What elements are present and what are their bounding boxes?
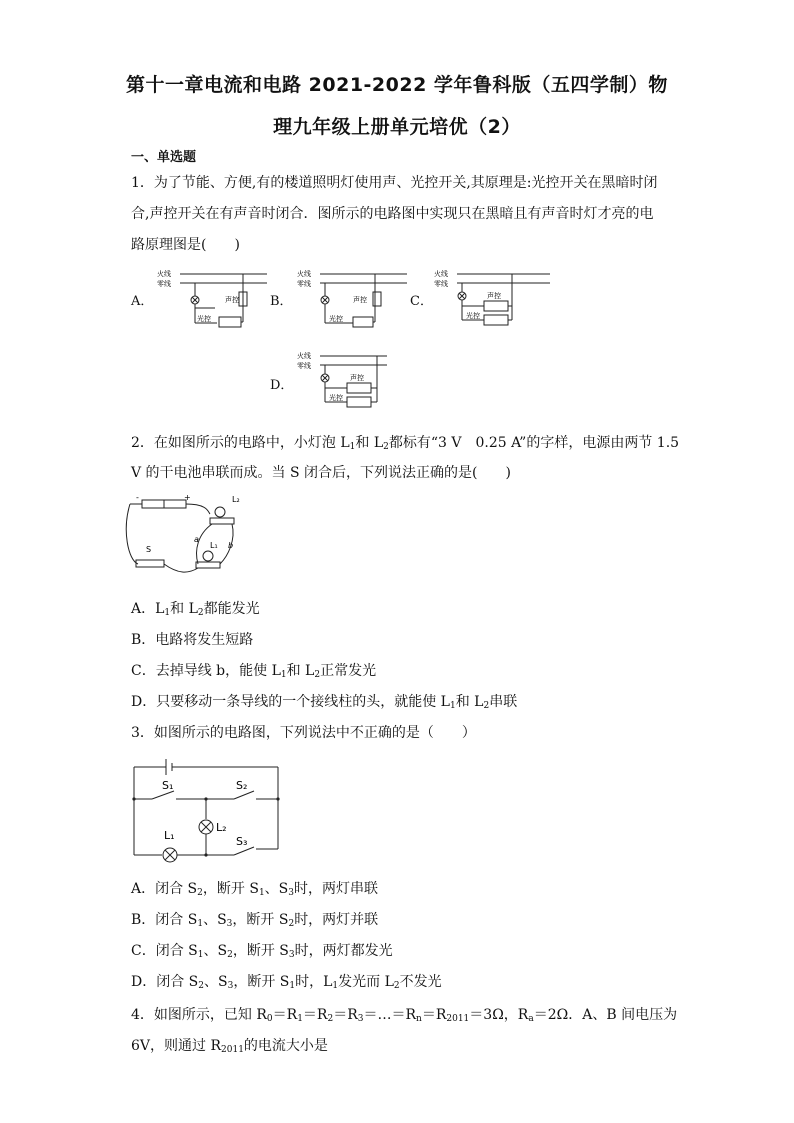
q1-stem-line-2: 合,声控开关在有声音时闭合．图所示的电路图中实现只在黑暗且有声音时灯才亮的电 xyxy=(131,206,654,222)
q1-option-c-label: C． xyxy=(410,294,433,309)
lamp-l2-label: L₂ xyxy=(232,495,240,504)
fire-line-label: 火线 xyxy=(297,270,311,278)
battery-icon xyxy=(164,500,186,508)
q1-circuit-d xyxy=(295,350,405,410)
q1-option-d-label: D． xyxy=(270,378,294,393)
q4-stem-line-1: 4．如图所示，已知 $R_0=R_1=R_2=R_3=\dots=R_n=R_{2011}=3\Omega$，$R_a=2\Omega$．A、B 间电压为 xyxy=(131,1007,678,1024)
switch-s-icon xyxy=(136,560,164,567)
fire-line-label: 火线 xyxy=(434,270,448,278)
q1-stem-line-1: 1．为了节能、方便,有的楼道照明灯使用声、光控开关,其原理是:光控开关在黑暗时闭 xyxy=(131,175,658,191)
wire-b-label: b xyxy=(228,541,234,550)
switch-s3-label: S₃ xyxy=(236,835,248,848)
q2-stem-line-1: 2．在如图所示的电路中，小灯泡 $L_1$和 $L_2$都标有“3 V 0.25 A”的字样，电源由两节 1.5 xyxy=(131,435,680,452)
q1-circuit-c xyxy=(432,268,552,328)
q3-stem: 3．如图所示的电路图，下列说法中不正确的是（ ） xyxy=(131,725,476,741)
q1-circuit-b xyxy=(295,268,410,328)
q1-option-a-label: A． xyxy=(131,294,154,309)
light-switch-label: 光控 xyxy=(197,315,211,323)
zero-line-label: 零线 xyxy=(297,280,311,288)
sound-switch-icon xyxy=(484,301,508,311)
switch-s2-icon xyxy=(234,791,254,799)
battery-icon xyxy=(142,500,164,508)
sound-switch-label: 声控 xyxy=(225,296,239,304)
zero-line-label: 零线 xyxy=(297,362,311,370)
battery-minus-label: - xyxy=(136,493,139,502)
switch-s1-label: S₁ xyxy=(162,779,174,792)
q1-stem-line-3: 路原理图是( ) xyxy=(131,237,240,253)
light-switch-label: 光控 xyxy=(329,394,343,402)
q2-option-a: A．$L_1$和 $L_2$都能发光 xyxy=(131,601,260,618)
q3-option-d: D．闭合 $S_2$、$S_3$，断开 $S_1$时，$L_1$发光而 $L_2$不发光 xyxy=(131,974,442,991)
sound-switch-icon xyxy=(373,292,381,306)
q2-option-d: D．只要移动一条导线的一个接线柱的头，就能使 $L_1$和 $L_2$串联 xyxy=(131,694,518,711)
bulb-l2-icon xyxy=(215,507,225,517)
q2-option-c: C．去掉导线 b，能使 $L_1$和 $L_2$正常发光 xyxy=(131,663,377,680)
q3-option-c: C．闭合 $S_1$、$S_2$，断开 $S_3$时，两灯都发光 xyxy=(131,943,393,960)
wire-a-label: a xyxy=(194,535,199,544)
light-switch-icon xyxy=(347,397,371,407)
zero-line-label: 零线 xyxy=(157,280,171,288)
switch-s-label: S xyxy=(146,545,152,554)
q4-stem-line-2: 6V，则通过 $R_{2011}$的电流大小是 xyxy=(131,1038,328,1055)
sound-switch-label: 声控 xyxy=(353,296,367,304)
q2-stem-line-2: V 的干电池串联而成。当 S 闭合后，下列说法正确的是( ) xyxy=(131,465,511,481)
light-switch-icon xyxy=(484,315,508,325)
q3-option-b: B．闭合 $S_1$、$S_3$，断开 $S_2$时，两灯并联 xyxy=(131,912,379,929)
sound-switch-icon xyxy=(347,383,371,393)
switch-s2-label: S₂ xyxy=(236,779,248,792)
fire-line-label: 火线 xyxy=(157,270,171,278)
lamp-l2-label: L₂ xyxy=(216,821,227,834)
section-heading: 一、单选题 xyxy=(131,150,197,165)
page-title-line-2: 理九年级上册单元培优（2） xyxy=(273,116,521,138)
switch-s3-icon xyxy=(234,847,254,855)
q2-option-b: B．电路将发生短路 xyxy=(131,632,254,648)
page-title-line-1: 第十一章电流和电路 2021-2022 学年鲁科版（五四学制）物 xyxy=(126,74,668,96)
q2-circuit-figure xyxy=(128,490,248,580)
lamp-l1-label: L₁ xyxy=(164,829,175,842)
battery-plus-label: + xyxy=(184,493,191,502)
bulb-l1-icon xyxy=(203,551,213,561)
light-switch-label: 光控 xyxy=(466,312,480,320)
light-switch-icon xyxy=(353,317,373,327)
q1-option-b-label: B． xyxy=(270,294,293,309)
sound-switch-label: 声控 xyxy=(350,374,364,382)
q1-circuit-a xyxy=(155,268,270,328)
light-switch-label: 光控 xyxy=(329,315,343,323)
switch-s1-icon xyxy=(152,791,174,799)
q3-option-a: A．闭合 $S_2$，断开 $S_1$、$S_3$时，两灯串联 xyxy=(131,881,378,898)
fire-line-label: 火线 xyxy=(297,352,311,360)
sound-switch-label: 声控 xyxy=(487,292,501,300)
zero-line-label: 零线 xyxy=(434,280,448,288)
light-switch-icon xyxy=(219,317,241,327)
lamp-l1-label: L₁ xyxy=(210,541,218,550)
q3-circuit-figure xyxy=(132,755,282,860)
